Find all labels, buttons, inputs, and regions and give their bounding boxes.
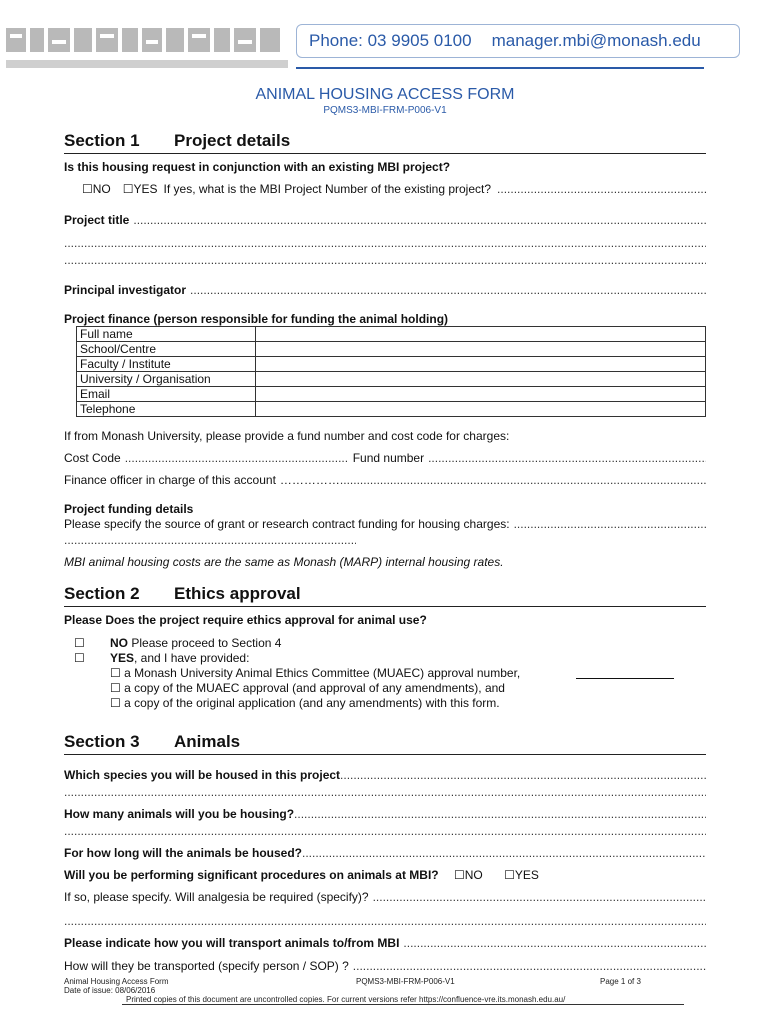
ethics-no-option [110,636,510,650]
finance-value-cell[interactable] [256,327,706,342]
principal-investigator-label: Principal investigator [64,283,187,297]
ethics-question: Please Does the project require ethics approval for animal use? [64,613,427,627]
analgesia-row [64,890,706,904]
finance-officer-ellipsis: …………… [279,473,340,487]
transport-person-label: How will they be transported (specify person / SOP) ? [64,959,349,973]
procedures-no-checkbox[interactable]: ☐NO [453,868,483,882]
project-title-line-3[interactable] [64,253,706,267]
analgesia-line-2[interactable] [64,914,706,928]
funding-source-line-2[interactable] [64,533,356,547]
project-funding-heading: Project funding details [64,502,194,516]
footer-issue-date: Date of issue: 08/06/2016 [64,986,156,995]
ethics-yes-checkbox[interactable]: ☐ [74,651,85,665]
header-rule [296,67,704,69]
section-title: Ethics approval [174,584,301,603]
table-row [77,327,706,342]
project-finance-heading: Project finance (person responsible for funding the animal holding) [64,312,449,326]
footer-disclaimer: Printed copies of this document are uncontrolled copies. For current versions refer https://confluence-vre.its.monash.edu.au/ [126,995,566,1004]
muaec-number-checkbox[interactable]: ☐ a Monash University Animal Ethics Committee (MUAEC) approval number, [110,666,521,680]
housing-rates-note: MBI animal housing costs are the same as Monash (MARP) internal housing rates. [64,555,504,569]
muaec-number-field[interactable] [576,678,674,679]
form-title: ANIMAL HOUSING ACCESS FORM [255,86,515,103]
section-title: Animals [174,732,241,751]
table-row [77,387,706,402]
finance-value-cell[interactable] [256,357,706,372]
monash-biomedical-imaging-logo [6,26,292,74]
finance-officer-label: Finance officer in charge of this account [64,473,276,487]
housing-duration-label: For how long will the animals be housed? [64,846,303,860]
analgesia-label: If so, please specify. Will analgesia be required (specify)? [64,890,369,904]
finance-value-cell[interactable] [256,372,706,387]
analgesia-field[interactable] [373,890,706,904]
funding-source-field[interactable] [514,517,706,531]
original-application-checkbox[interactable]: ☐ a copy of the original application (and any amendments) with this form. [110,696,500,710]
finance-label: Full name [77,327,256,342]
ethics-yes-label: YES [110,651,135,665]
transport-field[interactable] [403,936,706,950]
finance-value-cell[interactable] [256,387,706,402]
principal-investigator-row [64,283,706,297]
no-checkbox[interactable]: ☐NO [82,182,111,196]
ethics-yes-option [110,651,510,665]
muaec-approval-checkbox[interactable]: ☐ a copy of the MUAEC approval (and approval of any amendments), and [110,681,505,695]
section-number: Section 2 [64,584,140,603]
finance-officer-field[interactable] [340,473,706,487]
cost-code-label: Cost Code [64,451,121,465]
existing-project-row [82,182,706,196]
ethics-no-label: NO [110,636,128,650]
finance-label: University / Organisation [77,372,256,387]
existing-project-question: Is this housing request in conjunction with an existing MBI project? [64,160,451,174]
species-label: Which species you will be housed in this project [64,768,341,782]
procedures-yes-checkbox[interactable]: ☐YES [504,868,539,882]
animal-count-field[interactable] [294,807,706,821]
footer-page-number: Page 1 of 3 [600,977,641,986]
project-title-field[interactable] [133,213,706,227]
section-2-heading [64,584,706,607]
project-number-field[interactable] [497,182,706,196]
section-title: Project details [174,131,291,150]
project-finance-table [76,326,706,417]
table-row [77,342,706,357]
contact-box [296,24,740,58]
finance-label: Faculty / Institute [77,357,256,372]
species-line-2[interactable] [64,785,706,799]
animal-count-row [64,807,706,821]
yes-checkbox[interactable]: ☐YES [122,182,158,196]
footer-doc-code: PQMS3-MBI-FRM-P006-V1 [356,977,455,986]
project-title-line-2[interactable] [64,236,706,250]
housing-duration-field[interactable] [302,846,706,860]
ethics-no-checkbox[interactable]: ☐ [74,636,85,650]
project-number-label: If yes, what is the MBI Project Number of the existing project? [163,182,492,196]
transport-person-field[interactable] [353,959,706,973]
contact-phone: Phone: 03 9905 0100 [309,31,472,50]
animal-count-label: How many animals will you be housing? [64,807,295,821]
table-row [77,402,706,417]
section-1-heading [64,131,706,154]
form-code: PQMS3-MBI-FRM-P006-V1 [323,105,447,116]
cost-code-field[interactable] [125,451,347,465]
finance-value-cell[interactable] [256,342,706,357]
finance-value-cell[interactable] [256,402,706,417]
principal-investigator-field[interactable] [190,283,706,297]
funding-source-label: Please specify the source of grant or research contract funding for housing charges: [64,517,510,531]
procedures-label: Will you be performing significant procedures on animals at MBI? [64,868,439,882]
footer-form-name: Animal Housing Access Form [64,977,169,986]
species-row [64,768,706,782]
finance-label: School/Centre [77,342,256,357]
fund-number-field[interactable] [428,451,706,465]
transport-person-row [64,959,706,973]
table-row [77,357,706,372]
transport-label: Please indicate how you will transport animals to/from MBI [64,936,400,950]
section-number: Section 1 [64,131,140,150]
section-3-heading [64,732,706,755]
finance-officer-row [64,473,706,487]
section-number: Section 3 [64,732,140,751]
animal-count-line-2[interactable] [64,824,706,838]
cost-code-row [64,451,706,465]
ethics-yes-text: , and I have provided: [134,651,250,665]
housing-duration-row [64,846,706,860]
footer-rule [122,1004,684,1005]
fund-number-label: Fund number [352,451,425,465]
monash-fund-note: If from Monash University, please provide a fund number and cost code for charges: [64,429,510,443]
project-title-row [64,213,706,227]
species-field[interactable] [340,768,706,782]
finance-label: Telephone [77,402,256,417]
ethics-no-text: Please proceed to Section 4 [131,636,282,650]
contact-email[interactable]: manager.mbi@monash.edu [491,31,701,50]
table-row [77,372,706,387]
project-title-label: Project title [64,213,130,227]
finance-label: Email [77,387,256,402]
transport-row [64,936,706,950]
procedures-row [64,868,706,882]
funding-source-row [64,517,706,531]
